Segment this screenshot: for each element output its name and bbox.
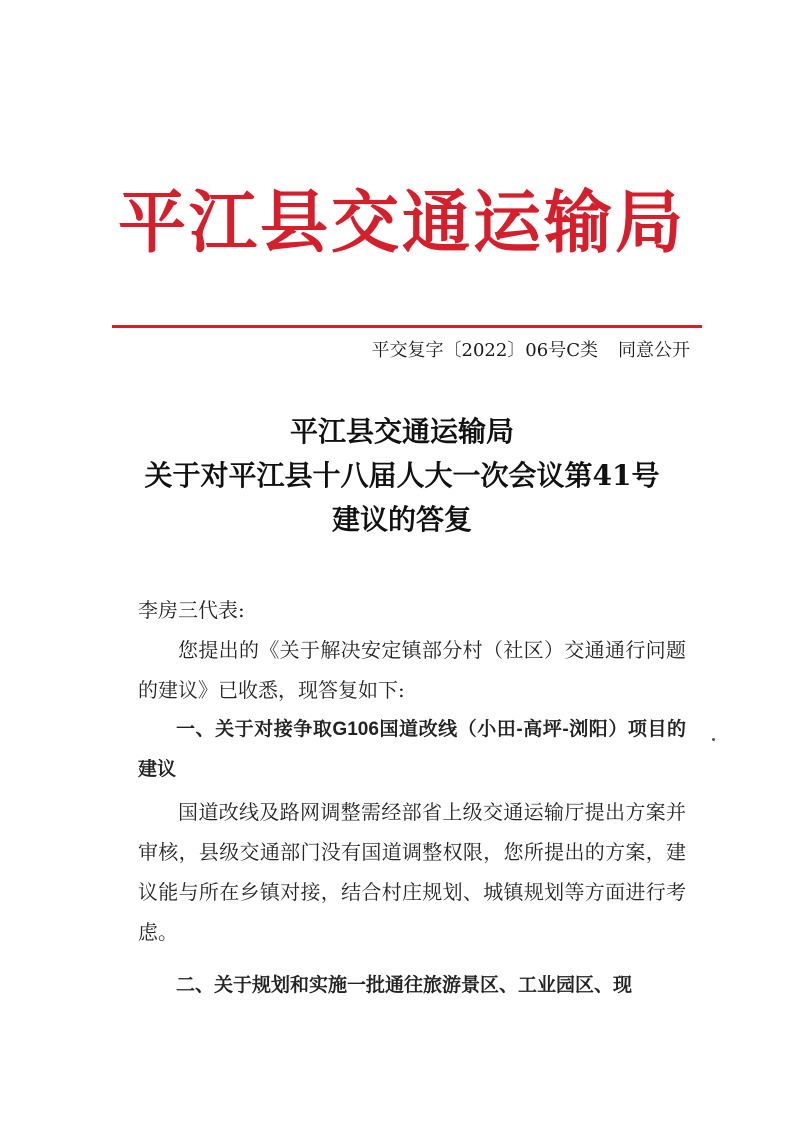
masthead-title: 平江县交通运输局 (117, 183, 686, 263)
document-title (112, 410, 692, 542)
red-separator-line (112, 325, 702, 328)
section-heading-1: 一、关于对接争取G106国道改线（小田-高坪-浏阳）项目的建议 (138, 719, 686, 780)
title-line-3: 建议的答复 (331, 503, 472, 536)
section-heading-2: 二、关于规划和实施一批通往旅游景区、工业园区、现 (176, 975, 633, 996)
salutation: 李房三代表: (138, 598, 245, 622)
paragraph-intro: 您提出的《关于解决安定镇部分村（社区）交通通行问题的建议》已收悉，现答复如下: (138, 638, 686, 702)
title-line-1: 平江县交通运输局 (289, 415, 514, 448)
title-line-2: 关于对平江县十八届人大一次会议第41号 (144, 459, 660, 492)
paragraph-section-1: 国道改线及路网调整需经部省上级交通运输厅提出方案并审核，县级交通部门没有国道调整权限，您所提出的方案，建议能与所在乡镇对接，结合村庄规划、城镇规划等方面进行考虑。 (138, 800, 686, 944)
document-number: 平交复字〔2022〕06号C类 (371, 340, 598, 361)
disclosure-status: 同意公开 (618, 340, 690, 361)
scan-speck (712, 738, 715, 741)
document-number-line (300, 336, 690, 366)
